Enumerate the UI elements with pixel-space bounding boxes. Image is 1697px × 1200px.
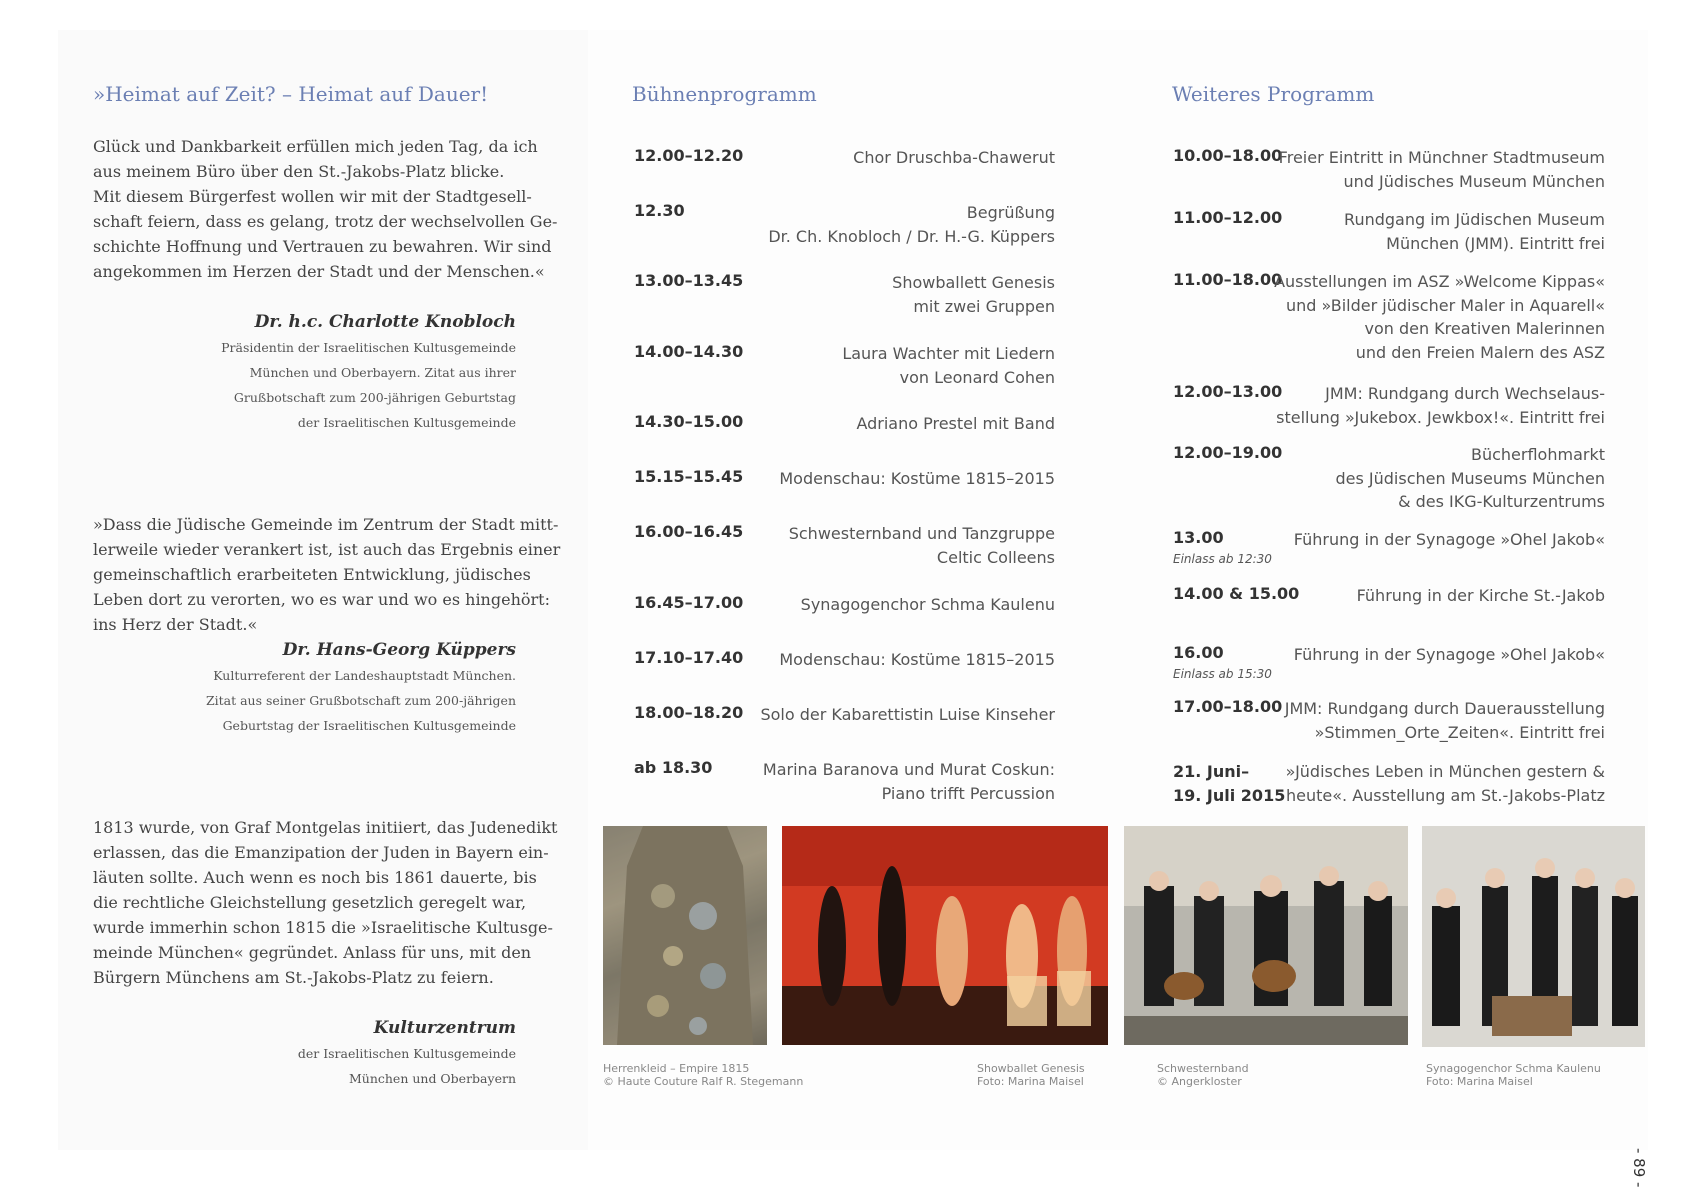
description-line: und Jüdisches Museum München [1343,171,1605,191]
choir-illustration [1422,826,1645,1047]
schedule-time: 17.00–18.00 [1173,697,1283,716]
schedule-time: 16.00 [1173,643,1224,662]
schedule-time: 16.45–17.00 [634,593,744,612]
schedule-description [760,703,1055,727]
signature-role-line: München und Oberbayern [348,1071,516,1086]
quote-line: schichte Hoffnung und Vertrauen zu bewahren. Wir sind [93,237,552,256]
schedule-description [1286,760,1605,807]
schedule-description [1279,146,1605,193]
description-line: Führung in der Synagoge »Ohel Jakob« [1293,530,1605,549]
schedule-description [1285,697,1605,744]
description-line: Solo der Kabarettistin Luise Kinseher [760,705,1055,724]
schedule-description [853,146,1055,170]
quote-line: Leben dort zu verorten, wo es war und wo es hingehört: [93,590,550,609]
further-heading: Weiteres Programm [1172,82,1375,106]
signature-kueppers [93,637,516,738]
description-line: und den Freien Malern des ASZ [1355,342,1605,362]
quote-line: lerweile wieder verankert ist, ist auch das Ergebnis einer [93,540,561,559]
description-line: des Jüdischen Museums München [1335,468,1605,488]
description-line: und »Bilder jüdischer Maler in Aquarell« [1286,295,1605,315]
schedule-time: 18.00–18.20 [634,703,744,722]
signature-role-line: Kulturreferent der Landeshauptstadt München. [213,668,516,683]
band-illustration [1124,826,1408,1045]
description-line: Marina Baranova und Murat Coskun: [762,760,1055,779]
description-line: Begrüßung [966,203,1055,222]
schedule-description [1274,270,1605,364]
schedule-time: 14.30–15.00 [634,412,744,431]
caption-credit: © Haute Couture Ralf R. Stegemann [603,1075,804,1088]
description-line: heute«. Ausstellung am St.-Jakobs-Platz [1286,785,1605,805]
schedule-entry-note: Einlass ab 12:30 [1173,552,1272,566]
quote-line: angekommen im Herzen der Stadt und der Menschen.« [93,262,545,281]
description-line: JMM: Rundgang durch Dauerausstellung [1284,699,1605,718]
quote-line: Glück und Dankbarkeit erfüllen mich jeden Tag, da ich [93,137,538,156]
caption-line: Showballet Genesis [977,1062,1085,1075]
left-heading: »Heimat auf Zeit? – Heimat auf Dauer! [93,82,489,106]
description-line: Ausstellungen im ASZ »Welcome Kippas« [1274,272,1605,291]
photo-showballet [782,826,1108,1045]
quote-line: gemeinschaftlich erarbeiteten Entwicklung, jüdisches [93,565,531,584]
stage-heading: Bühnenprogramm [632,82,817,106]
schedule-time: 17.10–17.40 [634,648,744,667]
schedule-description [768,201,1055,248]
photo-schwesternband [1124,826,1408,1045]
description-line: Celtic Colleens [936,547,1055,567]
description-line: von Leonard Cohen [899,367,1055,387]
page-number: - 89 - [1630,1148,1648,1188]
caption-line: Synagogenchor Schma Kaulenu [1426,1062,1601,1075]
schedule-description [856,412,1055,436]
schedule-description [779,467,1055,491]
schedule-time: 13.00–13.45 [634,271,744,290]
description-line: Führung in der Kirche St.-Jakob [1356,586,1605,605]
history-paragraph [93,815,558,990]
description-line: »Stimmen_Orte_Zeiten«. Eintritt frei [1314,722,1605,742]
description-line: & des IKG-Kulturzentrums [1398,492,1605,511]
signature-knobloch [93,309,516,435]
quote-line: schaft feiern, dass es gelang, trotz der wechselvollen Ge- [93,212,558,231]
photo-herrenkleid [603,826,767,1045]
description-line: Bücherflohmarkt [1471,445,1605,464]
signature-role-line: der Israelitischen Kultusgemeinde [297,415,516,430]
caption-showballet [977,1062,1085,1088]
schedule-time: 12.00–12.20 [634,146,744,165]
paragraph-line: erlassen, das die Emanzipation der Juden in Bayern ein- [93,843,549,862]
description-line: Laura Wachter mit Liedern [842,344,1055,363]
schedule-time: 12.00–19.00 [1173,443,1283,462]
description-line: Rundgang im Jüdischen Museum [1344,210,1605,229]
signature-name: Kulturzentrum [373,1018,516,1038]
description-line: »Jüdisches Leben in München gestern & [1285,762,1605,781]
quote-line: ins Herz der Stadt.« [93,615,258,634]
caption-schwesternband [1157,1062,1249,1088]
schedule-time: 15.15–15.45 [634,467,744,486]
photo-synagogenchor [1422,826,1645,1047]
caption-credit: Foto: Marina Maisel [1426,1075,1533,1088]
schedule-description [1357,584,1605,608]
schedule-entry-note: Einlass ab 15:30 [1173,667,1272,681]
paragraph-line: wurde immerhin schon 1815 die »Israelitische Kultusge- [93,918,553,937]
schedule-time: 12.30 [634,201,685,220]
caption-credit: © Angerkloster [1157,1075,1242,1088]
signature-role-line: Präsidentin der Israelitischen Kultusgemeinde [221,340,516,355]
description-line: JMM: Rundgang durch Wechselaus- [1325,384,1605,403]
schedule-description [1344,208,1605,255]
signature-name: Dr. Hans-Georg Küppers [282,640,516,660]
signature-role-line: der Israelitischen Kultusgemeinde [297,1046,516,1061]
schedule-description [1276,382,1605,429]
description-line: Führung in der Synagoge »Ohel Jakob« [1293,645,1605,664]
further-program-list [1173,146,1605,806]
description-line: Synagogenchor Schma Kaulenu [800,595,1055,614]
signature-role-line: Geburtstag der Israelitischen Kultusgemeinde [222,718,516,733]
schedule-description [1294,643,1605,667]
description-line: mit zwei Gruppen [913,296,1055,316]
description-line: Piano trifft Percussion [881,783,1055,803]
paragraph-line: meinde München« gegründet. Anlass für uns, mit den [93,943,532,962]
caption-line: Schwesternband [1157,1062,1249,1075]
quote-line: »Dass die Jüdische Gemeinde im Zentrum der Stadt mitt- [93,515,559,534]
stage-program-list [634,146,1055,806]
paragraph-line: 1813 wurde, von Graf Montgelas initiiert, das Judenedikt [93,818,558,837]
quote-line: aus meinem Büro über den St.-Jakobs-Platz blicke. [93,162,505,181]
description-line: Dr. Ch. Knobloch / Dr. H.-G. Küppers [768,226,1055,246]
quote-kueppers [93,512,561,637]
signature-kulturzentrum [93,1015,516,1091]
signature-role-line: Zitat aus seiner Grußbotschaft zum 200-jährigen [205,693,516,708]
schedule-time: 11.00–12.00 [1173,208,1283,227]
schedule-description [801,593,1055,617]
description-line: Freier Eintritt in Münchner Stadtmuseum [1278,148,1605,167]
schedule-time: 10.00–18.00 [1173,146,1283,165]
schedule-time: 14.00 & 15.00 [1173,584,1300,603]
signature-role-line: München und Oberbayern. Zitat aus ihrer [249,365,516,380]
description-line: Adriano Prestel mit Band [856,414,1055,433]
schedule-time: 12.00–13.00 [1173,382,1283,401]
schedule-description [763,758,1055,805]
description-line: Schwesternband und Tanzgruppe [788,524,1055,543]
description-line: Modenschau: Kostüme 1815–2015 [779,469,1055,488]
paragraph-line: die rechtliche Gleichstellung gesetzlich geregelt war, [93,893,527,912]
schedule-time: ab 18.30 [634,758,713,777]
garment-illustration [603,826,767,1045]
schedule-time: 16.00–16.45 [634,522,744,541]
description-line: Showballett Genesis [892,273,1055,292]
caption-line: Herrenkleid – Empire 1815 [603,1062,750,1075]
schedule-description [842,342,1055,389]
description-line: Chor Druschba-Chawerut [853,148,1055,167]
paragraph-line: Bürgern Münchens am St.-Jakobs-Platz zu feiern. [93,968,494,987]
description-line: Modenschau: Kostüme 1815–2015 [779,650,1055,669]
dancers-illustration [782,826,1108,1045]
signature-role-line: Grußbotschaft zum 200-jährigen Geburtstag [233,390,516,405]
schedule-time: 21. Juni– 19. Juli 2015 [1173,762,1286,805]
description-line: stellung »Jukebox. Jewkbox!«. Eintritt frei [1276,407,1605,427]
schedule-description [779,648,1055,672]
schedule-time: 11.00–18.00 [1173,270,1283,289]
caption-synagogenchor [1426,1062,1601,1088]
quote-line: Mit diesem Bürgerfest wollen wir mit der Stadtgesell- [93,187,532,206]
quote-knobloch [93,134,558,284]
caption-herrenkleid [603,1062,803,1088]
schedule-time: 13.00 [1173,528,1224,547]
schedule-description [1294,528,1605,552]
schedule-time: 14.00–14.30 [634,342,744,361]
description-line: von den Kreativen Malerinnen [1364,319,1605,338]
paragraph-line: läuten sollte. Auch wenn es noch bis 1861 dauerte, bis [93,868,537,887]
signature-name: Dr. h.c. Charlotte Knobloch [254,312,516,332]
description-line: München (JMM). Eintritt frei [1386,233,1605,253]
schedule-description [789,522,1055,569]
caption-credit: Foto: Marina Maisel [977,1075,1084,1088]
schedule-description [1335,443,1605,514]
schedule-description [892,271,1055,318]
